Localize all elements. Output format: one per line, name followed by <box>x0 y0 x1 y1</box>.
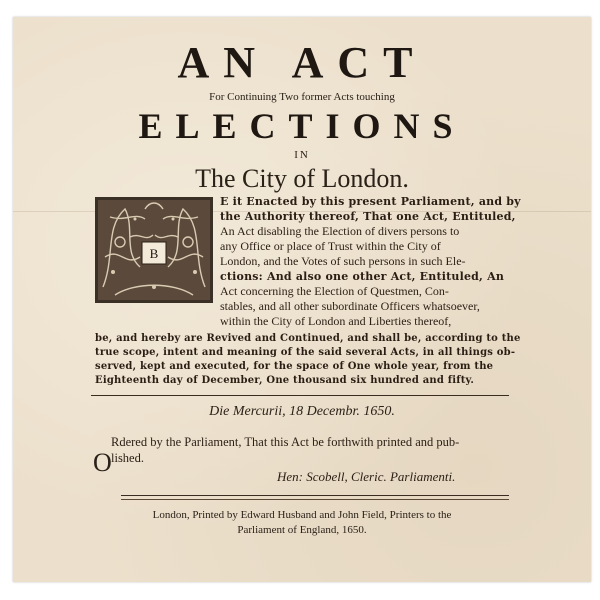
date-line: Die Mercurii, 18 Decembr. 1650. <box>209 404 395 419</box>
body-line-5: London, and the Votes of such persons in such Ele- <box>220 254 466 268</box>
woodcut-initial-block <box>95 197 213 303</box>
title-in: IN <box>294 149 310 161</box>
body-line-8: stables, and all other subordinate Officers whatsoever, <box>220 299 480 313</box>
body-line-3: An Act disabling the Election of divers persons to <box>220 224 460 238</box>
order-initial: O <box>93 448 112 477</box>
broadside-sheet <box>13 17 591 582</box>
body-line-1: E it Enacted by this present Parliament, and by <box>220 195 521 208</box>
rule-lower-2 <box>121 499 509 500</box>
rule-upper <box>91 395 509 396</box>
body-line-13: Eighteenth day of December, One thousand six hundred and fifty. <box>95 375 475 386</box>
rule-lower-1 <box>121 495 509 496</box>
title-continuing: For Continuing Two former Acts touching <box>209 91 395 103</box>
imprint-line-2: Parliament of England, 1650. <box>237 524 367 536</box>
body-line-4: any Office or place of Trust within the City of <box>220 239 441 253</box>
imprint-line-1: London, Printed by Edward Husband and John Field, Printers to the <box>152 509 452 521</box>
body-line-6: ctions: And also one other Act, Entituled, An <box>220 270 505 283</box>
body-line-7: Act concerning the Election of Questmen, Con- <box>220 284 449 298</box>
body-line-11: true scope, intent and meaning of the said several Acts, in all things ob- <box>95 347 516 358</box>
order-line-1: Rdered by the Parliament, That this Act be forthwith printed and pub- <box>111 435 460 449</box>
body-line-10: be, and hereby are Revived and Continued, and shall be, according to the <box>95 333 521 344</box>
order-line-2: lished. <box>111 451 144 465</box>
title-elections: ELECTIONS <box>138 106 466 146</box>
initial-letter: B <box>149 246 159 261</box>
title-an-act: AN ACT <box>177 38 427 87</box>
body-line-9: within the City of London and Liberties thereof, <box>220 314 452 328</box>
body-line-12: served, kept and executed, for the space of One whole year, from the <box>95 361 494 372</box>
body-line-2: the Authority thereof, That one Act, Entituled, <box>220 210 516 223</box>
signature: Hen: Scobell, Cleric. Parliamenti. <box>277 469 456 484</box>
title-city-of-london: The City of London. <box>195 164 409 193</box>
